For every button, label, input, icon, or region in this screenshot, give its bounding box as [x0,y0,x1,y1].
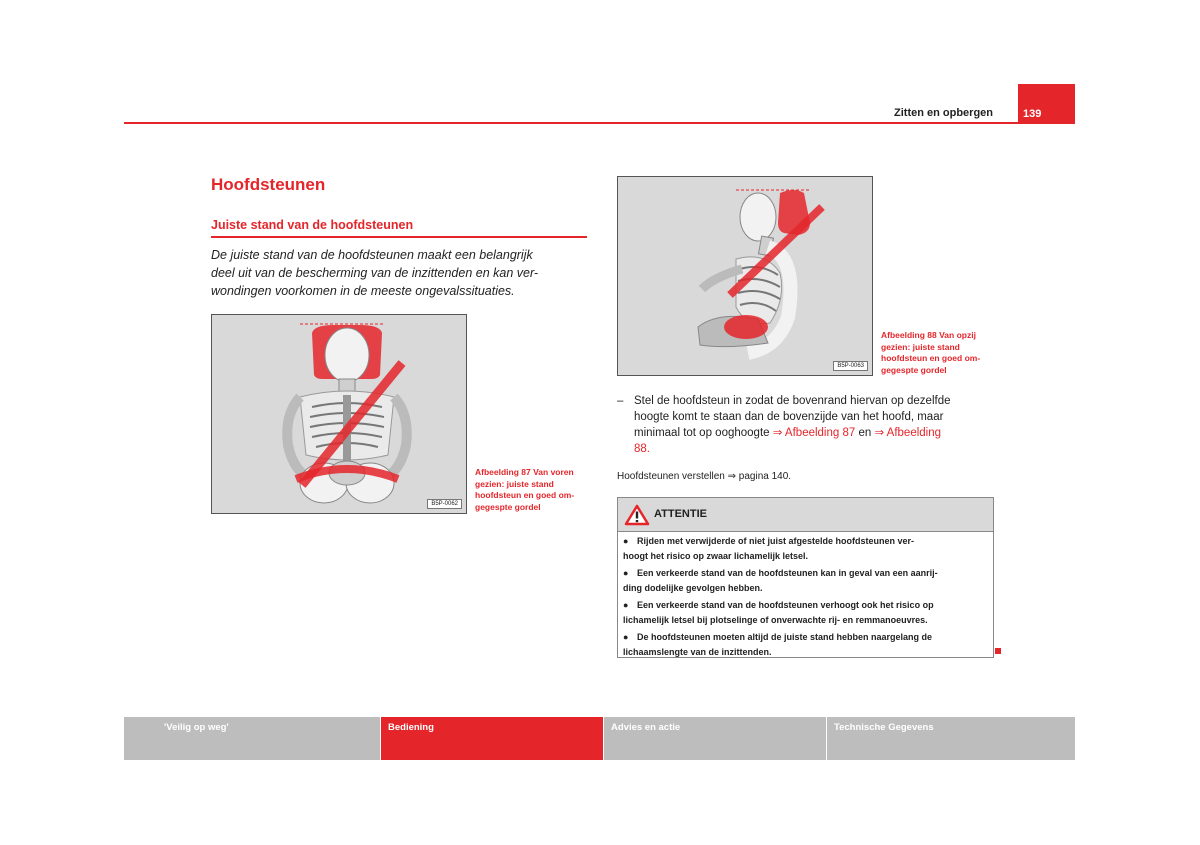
intro-line: De juiste stand van de hoofdsteunen maakt een belangrijk [211,248,533,262]
figure-88-caption [881,330,999,376]
step-line: en [855,427,875,439]
warning-text: lichamelijk letsel bij plotselinge of onverwachte rij- en remmanoeuvres. [623,615,928,625]
step-line-end: . [646,443,650,455]
figure-87-front-view [211,314,467,514]
intro-paragraph [211,246,591,300]
warning-text: De hoofdsteunen moeten altijd de juiste stand hebben naargelang de [637,632,933,642]
warning-text: Een verkeerde stand van de hoofdsteunen verhoogt ook het risico op [637,600,934,610]
warning-title: ATTENTIE [654,508,707,520]
figure-code: B5P-0062 [427,499,462,509]
figure-87-caption [475,467,593,513]
header-rule [124,122,1074,124]
warning-text: lichaamslengte van de inzittenden. [623,647,772,657]
warning-item [623,630,988,660]
warning-text: Een verkeerde stand van de hoofdsteunen kan in geval van een aanrij- [637,568,938,578]
tab-veilig-op-weg[interactable]: 'Veilig op weg' [124,717,380,760]
bullet-icon: ● [623,568,629,578]
warning-item [623,534,988,564]
warning-text: Rijden met verwijderde of niet juist afgestelde hoofdsteunen ver- [637,536,915,546]
section-title: Hoofdsteunen [211,175,326,194]
step-line: minimaal tot op ooghoogte [634,427,773,439]
tab-bediening[interactable]: Bediening [381,717,603,760]
bullet-icon: ● [623,536,629,546]
caption-line: gegespte gordel [881,364,947,375]
tab-technische-gegevens[interactable]: Technische Gegevens [827,717,1075,760]
intro-line: wondingen voorkomen in de meeste ongevalssituaties. [211,284,515,298]
figure-88-link[interactable]: ⇒ Afbeelding [874,427,942,439]
skeleton-front-illustration [212,315,466,513]
caption-line: Afbeelding 88 Van opzij [881,330,976,340]
warning-header [618,498,993,532]
figure-code: B5P-0063 [833,361,868,371]
tab-advies-en-actie[interactable]: Advies en actie [604,717,826,760]
warning-triangle-icon [624,504,650,526]
intro-line: deel uit van de bescherming van de inzittenden en kan ver- [211,266,539,280]
caption-line: hoofdsteun en goed om- [881,353,981,363]
figure-88-link-number[interactable]: 88 [634,443,647,455]
step-line: hoogte komt te staan dan de bovenzijde van het hoofd, maar [634,411,944,423]
step-dash: – [617,395,624,407]
cross-reference-note: Hoofdsteunen verstellen ⇒ pagina 140. [617,471,792,482]
section-end-marker [995,648,1001,654]
warning-box [617,497,994,658]
subsection-title: Juiste stand van de hoofdsteunen [211,218,414,232]
warning-item [623,566,988,596]
caption-line: gezien: juiste stand [475,478,554,489]
caption-line: gegespte gordel [475,501,541,512]
warning-text: ding dodelijke gevolgen hebben. [623,583,763,593]
instruction-step [617,393,987,457]
caption-line: Afbeelding 87 Van voren [475,467,574,477]
warning-item [623,598,988,628]
running-header-title: Zitten en opbergen [894,107,993,119]
skeleton-side-illustration [618,177,872,375]
bullet-icon: ● [623,600,629,610]
figure-87-link[interactable]: ⇒ Afbeelding 87 [772,427,856,439]
caption-line: hoofdsteun en goed om- [475,490,575,500]
figure-88-side-view [617,176,873,376]
warning-list [618,532,993,660]
step-line: Stel de hoofdsteun in zodat de bovenrand hiervan op dezelfde [634,395,951,407]
bullet-icon: ● [623,632,629,642]
page-number: 139 [1018,84,1075,124]
warning-text: hoogt het risico op zwaar lichamelijk letsel. [623,551,809,561]
subsection-rule [211,236,587,238]
caption-line: gezien: juiste stand [881,341,960,352]
